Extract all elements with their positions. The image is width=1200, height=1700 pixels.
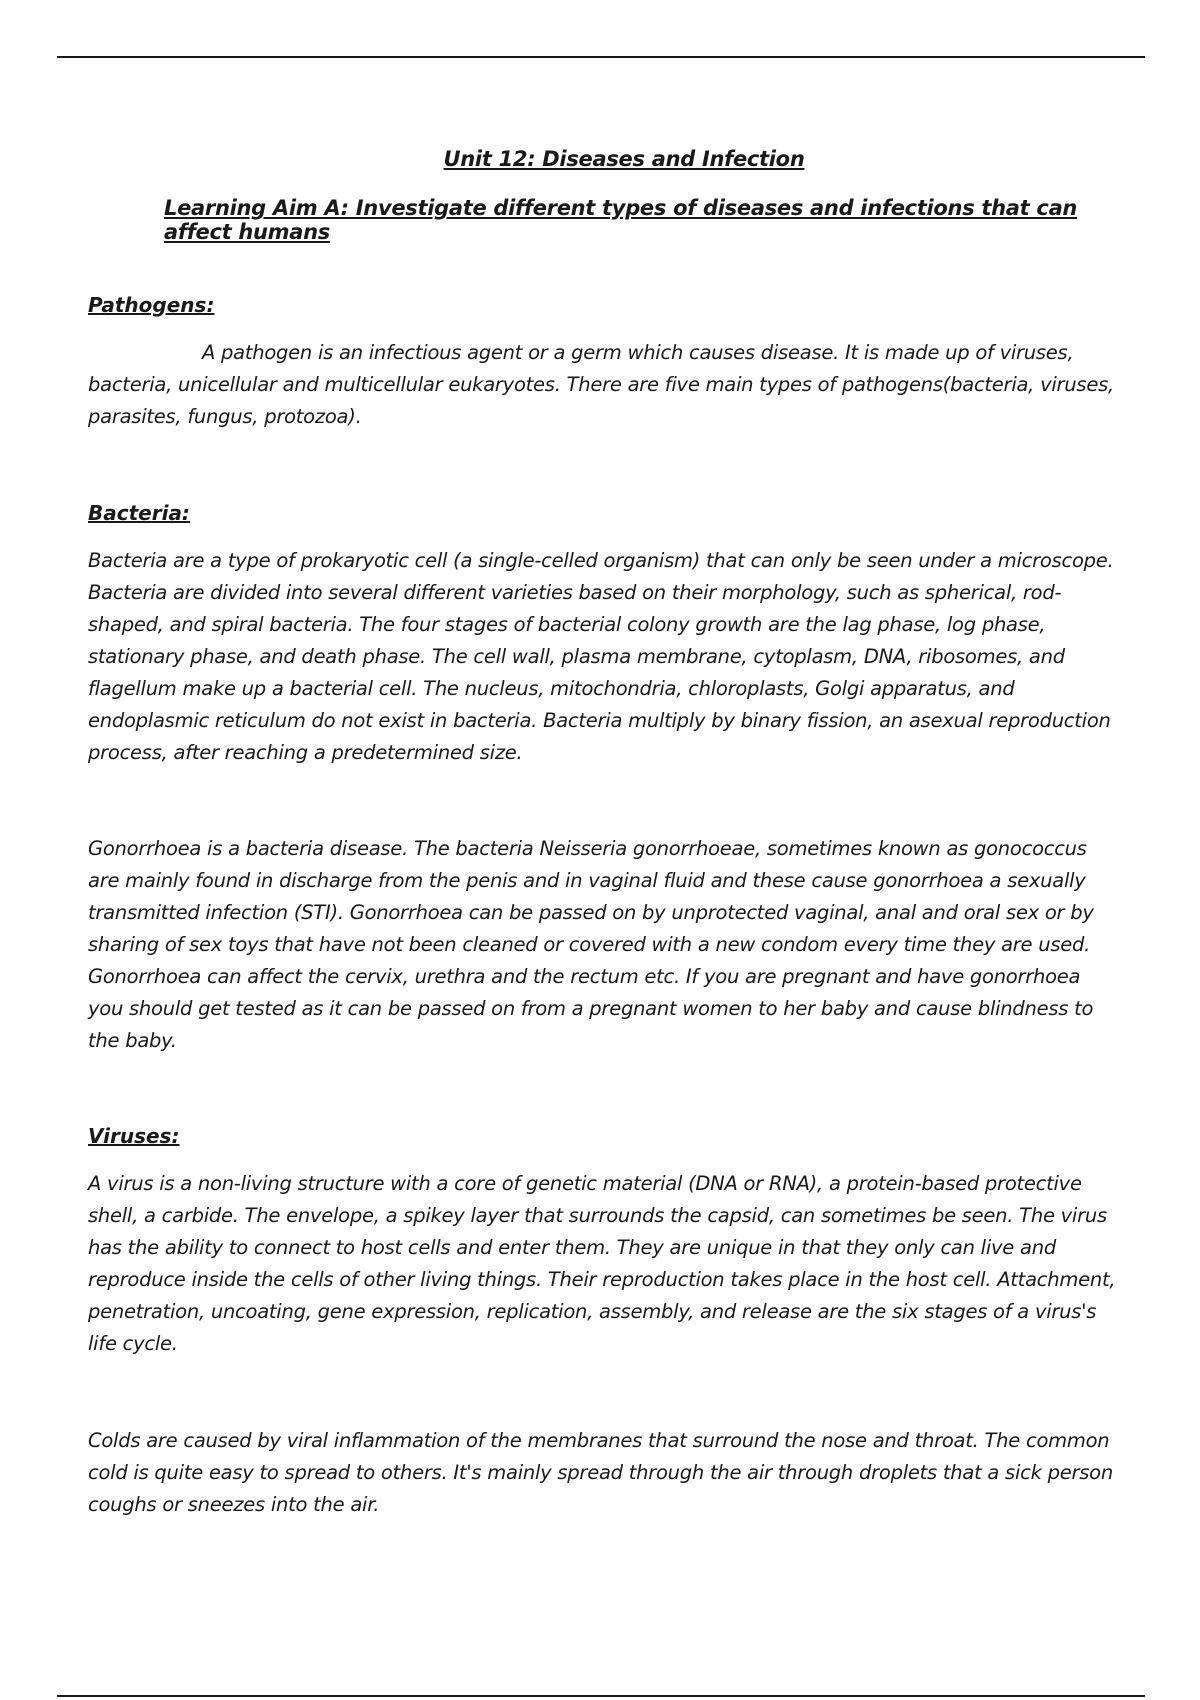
bacteria-heading: Bacteria: — [88, 501, 190, 525]
viruses-paragraph: A virus is a non-living structure with a core of genetic material (DNA or RNA), a protein-based protective shell, a carbide. The envelope, a spikey layer that surrounds the capsid, can sometimes be seen. The virus has the ability to connect to host cells and enter them. They are unique in that they only can live and reproduce inside the cells of other living things. Their reproduction takes place in the host cell. Attachment, penetration, uncoating, gene expression, replication, assembly, and release are the six stages of a virus's life cycle. — [88, 1172, 1116, 1355]
viruses-heading: Viruses: — [88, 1124, 180, 1148]
gonorrhoea-paragraph: Gonorrhoea is a bacteria disease. The bacteria Neisseria gonorrhoeae, sometimes known as gonococcus are mainly found in discharge from the penis and in vaginal fluid and these cause gonorrhoea a sexually transmitted infection (STI). Gonorrhoea can be passed on by unprotected vaginal, anal and oral sex or by sharing of sex toys that have not been cleaned or covered with a new condom every time they are used. Gonorrhoea can affect the cervix, urethra and the rectum etc. If you are pregnant and have gonorrhoea you should get tested as it can be passed on from a pregnant women to her baby and cause blindness to the baby. — [88, 837, 1094, 1052]
header-rule — [57, 56, 1145, 58]
pathogens-heading: Pathogens: — [88, 293, 215, 317]
footer-rule — [57, 1695, 1145, 1697]
unit-title: Unit 12: Diseases and Infection — [443, 147, 805, 171]
learning-aim-title: Learning Aim A: Investigate different types of diseases and infections that can affect humans — [164, 196, 1078, 244]
colds-paragraph: Colds are caused by viral inflammation of the membranes that surround the nose and throat. The common cold is quite easy to spread to others. It's mainly spread through the air through droplets that a sick person coughs or sneezes into the air. — [88, 1429, 1113, 1516]
bacteria-paragraph: Bacteria are a type of prokaryotic cell (a single-celled organism) that can only be seen under a microscope. Bacteria are divided into several different varieties based on their morphology, such as spherical, rod-shaped, and spiral bacteria. The four stages of bacterial colony growth are the lag phase, log phase, stationary phase, and death phase. The cell wall, plasma membrane, cytoplasm, DNA, ribosomes, and flagellum make up a bacterial cell. The nucleus, mitochondria, chloroplasts, Golgi apparatus, and endoplasmic reticulum do not exist in bacteria. Bacteria multiply by binary fission, an asexual reproduction process, after reaching a predetermined size. — [88, 549, 1114, 764]
pathogens-paragraph: A pathogen is an infectious agent or a germ which causes disease. It is made up of viruses, bacteria, unicellular and multicellular eukaryotes. There are five main types of pathogens(bacteria, viruses, parasites, fungus, protozoa). — [88, 341, 1114, 428]
